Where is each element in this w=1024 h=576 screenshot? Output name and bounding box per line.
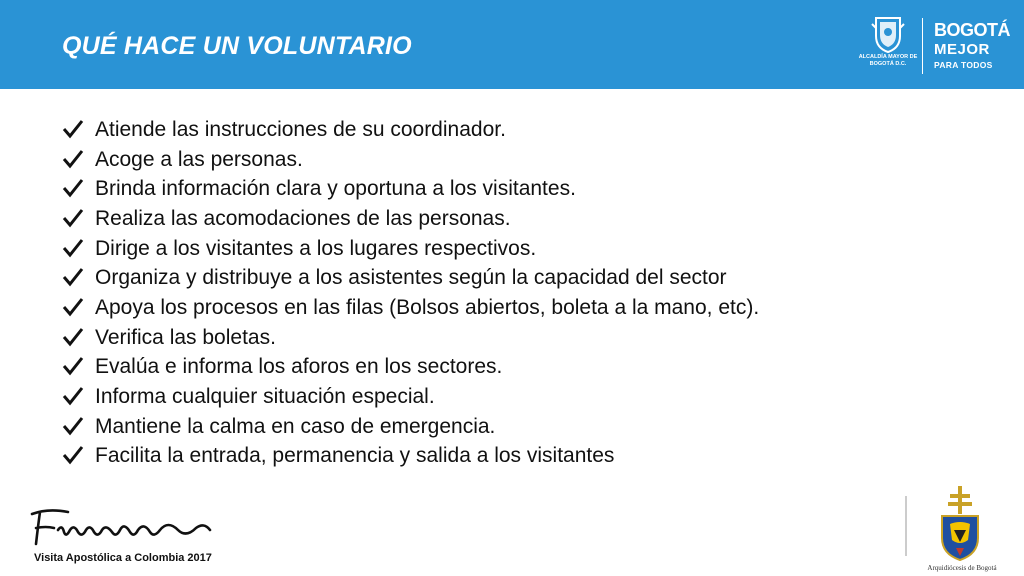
logo-divider: [922, 18, 923, 74]
checkmark-icon: [62, 149, 86, 171]
checkmark-icon: [62, 386, 86, 408]
checkmark-icon: [62, 297, 86, 319]
alcaldia-logo: [858, 14, 918, 80]
archdiocese-shield-icon: [920, 484, 1000, 564]
arquidiocesis-text: Arquidiócesis de Bogotá: [927, 564, 997, 572]
list-item-text: Atiende las instrucciones de su coordinador.: [95, 117, 506, 141]
list-item: [62, 353, 759, 383]
list-item-text: Mantiene la calma en caso de emergencia.: [95, 414, 496, 438]
bogota-logo-line1: BOGOTÁ: [934, 20, 1010, 40]
list-item: [62, 145, 759, 175]
footer-divider: [905, 496, 907, 556]
list-item-text: Facilita la entrada, permanencia y salida a los visitantes: [95, 444, 615, 468]
list-item-text: Brinda información clara y oportuna a los visitantes.: [95, 177, 576, 201]
page-title: QUÉ HACE UN VOLUNTARIO: [62, 32, 412, 60]
list-item-text: Realiza las acomodaciones de las personas.: [95, 206, 511, 230]
checkmark-icon: [62, 208, 86, 230]
list-item: [62, 323, 759, 353]
checkmark-icon: [62, 267, 86, 289]
list-item: [62, 174, 759, 204]
duties-list: [62, 115, 759, 471]
list-item: [62, 234, 759, 264]
checkmark-icon: [62, 445, 86, 467]
list-item: [62, 293, 759, 323]
list-item: [62, 382, 759, 412]
checkmark-icon: [62, 238, 86, 260]
bogota-logo-line2: MEJOR: [934, 41, 990, 58]
visita-text: Visita Apostólica a Colombia 2017: [34, 552, 212, 564]
list-item: [62, 204, 759, 234]
list-item: [62, 263, 759, 293]
list-item-text: Organiza y distribuye a los asistentes según la capacidad del sector: [95, 266, 727, 290]
coat-of-arms-icon: [858, 14, 918, 54]
list-item: [62, 442, 759, 472]
arquidiocesis-logo: [920, 484, 1000, 574]
checkmark-icon: [62, 178, 86, 200]
checkmark-icon: [62, 356, 86, 378]
list-item-text: Apoya los procesos en las filas (Bolsos abiertos, boleta a la mano, etc).: [95, 295, 760, 319]
bogota-logo-line3: PARA TODOS: [934, 60, 993, 70]
header-bar: [0, 0, 1024, 89]
alcaldia-text: ALCALDÍA MAYOR DE BOGOTÁ D.C.: [858, 54, 918, 67]
list-item-text: Dirige a los visitantes a los lugares respectivos.: [95, 236, 537, 260]
checkmark-icon: [62, 416, 86, 438]
francisco-signature-icon: [28, 506, 218, 550]
francisco-visit-logo: [28, 506, 228, 568]
list-item: [62, 115, 759, 145]
list-item: [62, 412, 759, 442]
list-item-text: Verifica las boletas.: [95, 325, 276, 349]
bogota-mejor-logo: [932, 18, 1022, 78]
checkmark-icon: [62, 119, 86, 141]
list-item-text: Acoge a las personas.: [95, 147, 303, 171]
list-item-text: Informa cualquier situación especial.: [95, 385, 435, 409]
checkmark-icon: [62, 327, 86, 349]
list-item-text: Evalúa e informa los aforos en los sectores.: [95, 355, 503, 379]
